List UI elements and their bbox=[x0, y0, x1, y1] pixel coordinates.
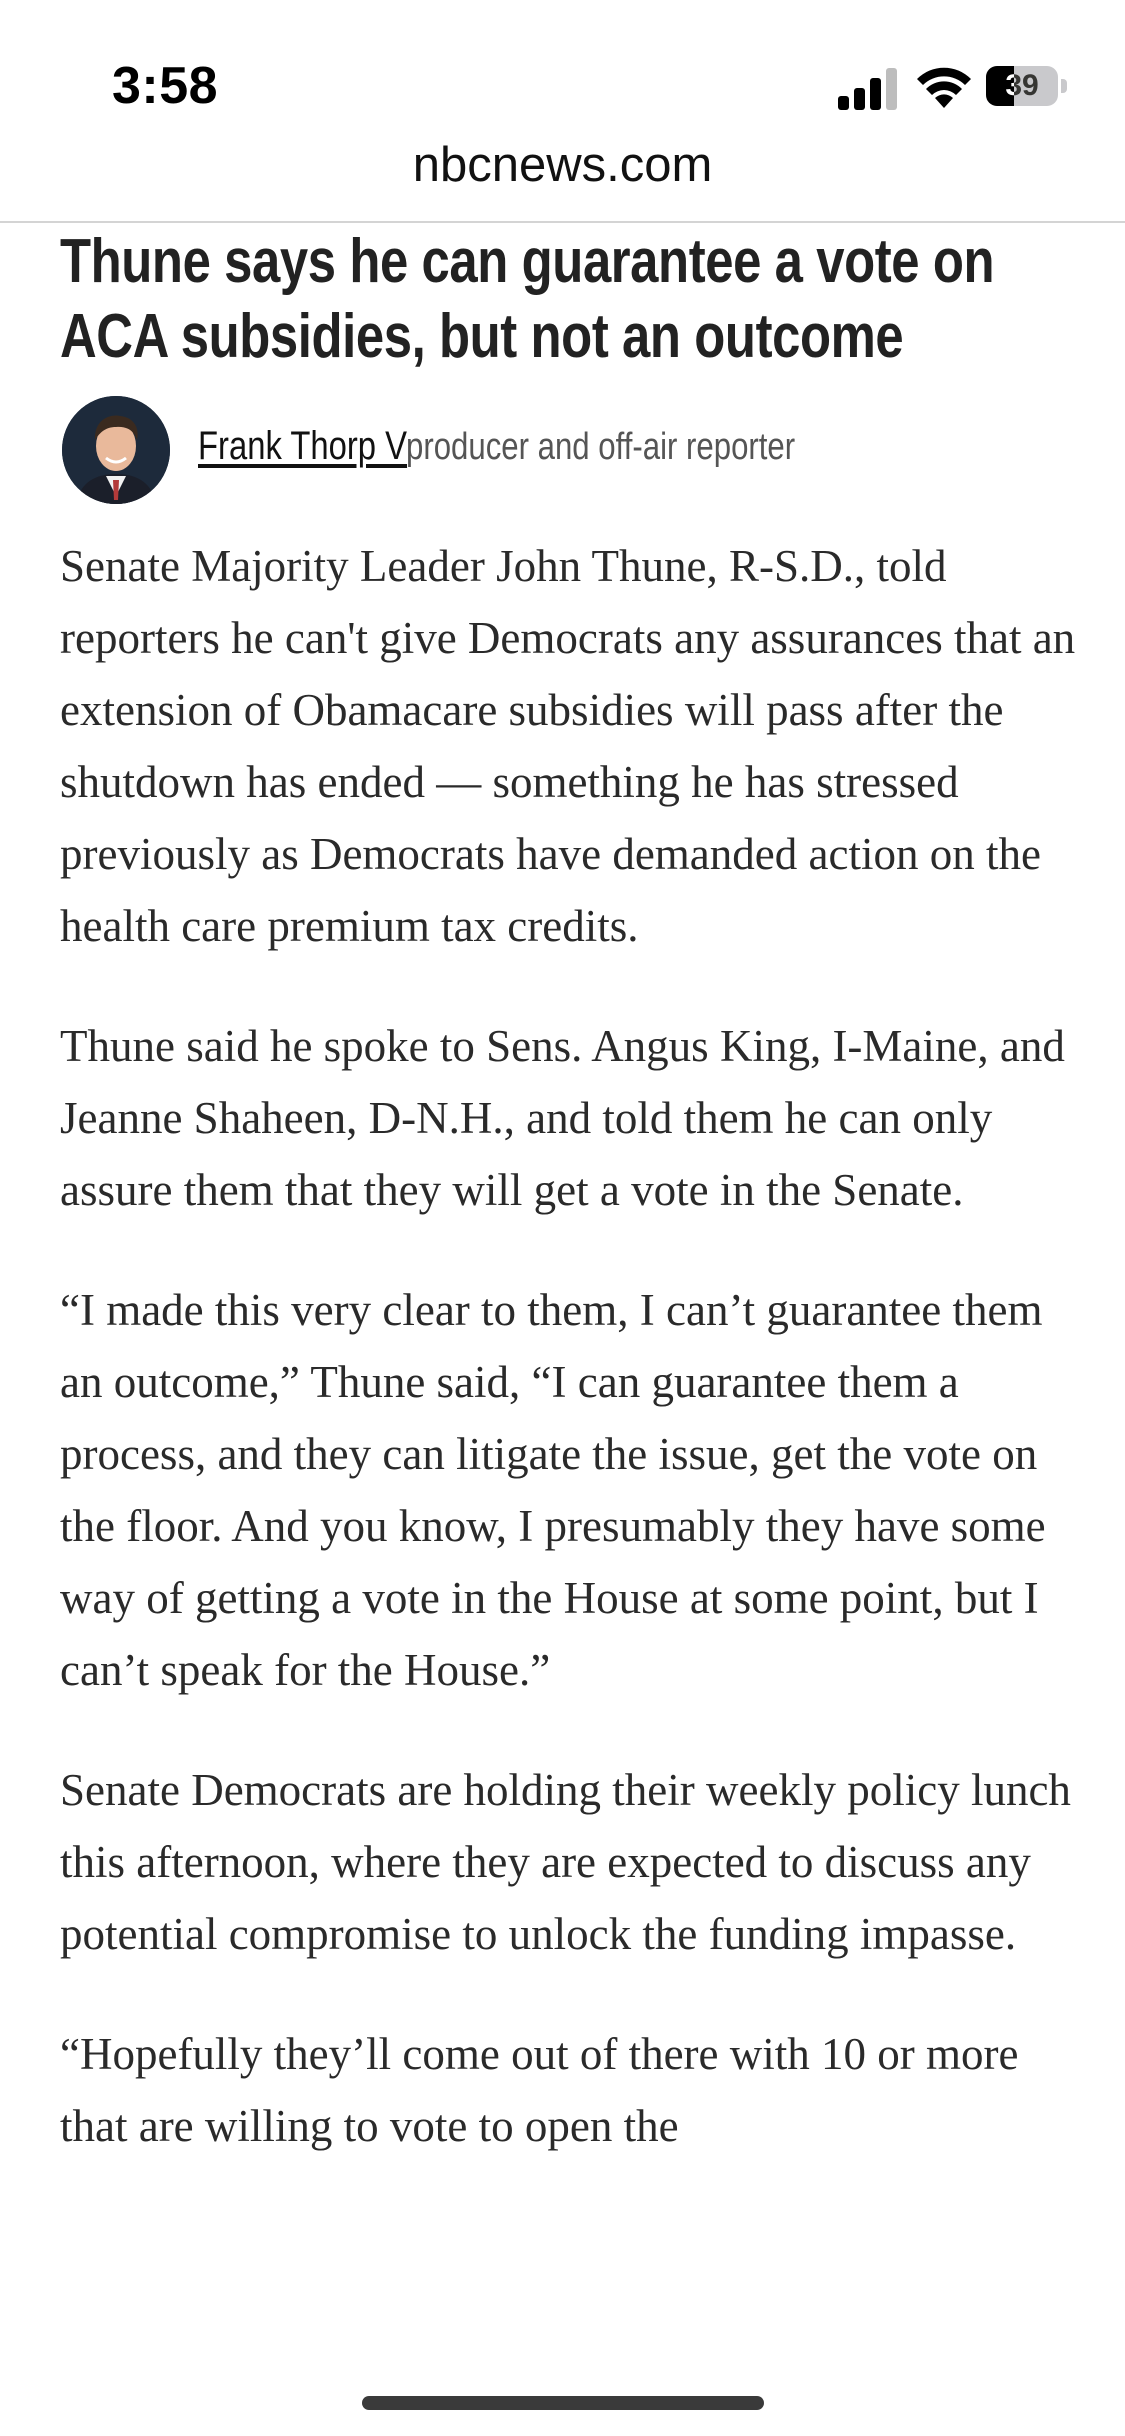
article bbox=[60, 224, 1080, 2151]
url-text[interactable]: nbcnews.com bbox=[412, 138, 713, 192]
cellular-signal-icon bbox=[838, 68, 900, 110]
wifi-icon bbox=[916, 64, 972, 108]
author-name-link[interactable]: Frank Thorp V bbox=[198, 424, 408, 468]
home-indicator[interactable] bbox=[362, 2396, 764, 2410]
byline bbox=[60, 396, 1080, 506]
battery-percent: 39 bbox=[1005, 69, 1039, 102]
article-body bbox=[60, 530, 1080, 2210]
status-bar bbox=[0, 0, 1125, 135]
article-paragraph: “I made this very clear to them, I can’t guarantee them an outcome,” Thune said, “I can guarantee them a process, and they can litigate the issue, get the vote on the floor. And you know, I presumably they have some way of getting a vote in the House at some point, but I can’t speak for the House.” bbox=[60, 1285, 1046, 1695]
address-bar[interactable] bbox=[0, 135, 1125, 223]
article-paragraph: Thune said he spoke to Sens. Angus King, I-Maine, and Jeanne Shaheen, D-N.H., and told them he can only assure them that they will get a vote in the Senate. bbox=[60, 1021, 1065, 1215]
article-paragraph: Senate Majority Leader John Thune, R-S.D., told reporters he can't give Democrats any assurances that an extension of Obamacare subsidies will pass after the shutdown has ended — something he has stressed previously as Democrats have demanded action on the health care premium tax credits. bbox=[60, 541, 1076, 951]
battery-icon bbox=[986, 66, 1068, 106]
status-time: 3:58 bbox=[112, 57, 219, 115]
article-paragraph: Senate Democrats are holding their weekly policy lunch this afternoon, where they are expected to discuss any potential compromise to unlock the funding impasse. bbox=[60, 1765, 1071, 1959]
article-paragraph: “Hopefully they’ll come out of there with 10 or more that are willing to vote to open the bbox=[60, 2029, 1019, 2151]
author-role: producer and off-air reporter bbox=[406, 426, 796, 468]
article-headline: Thune says he can guarantee a vote on ACA subsidies, but not an outcome bbox=[60, 227, 995, 371]
author-avatar[interactable] bbox=[62, 396, 170, 504]
